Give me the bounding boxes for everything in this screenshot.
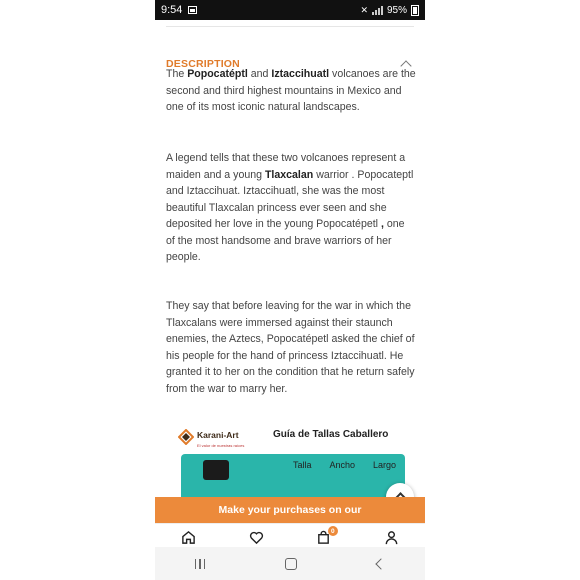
product-description-panel — [155, 20, 425, 535]
description-paragraph-3: They say that before leaving for the war in which the Tlaxcalans were immersed against their staunch enemies, the Aztecs, Popocatépetl asked the chief of his people for the hand of princess Iztaccihuatl. He granted it to her on the condition that he return safely from the war to marry her. — [166, 300, 415, 395]
description-paragraph-1: The Popocatéptl and Iztaccihuatl volcanoes are the second and third highest mountains in Mexico and one of its most iconic natural landscapes. — [166, 68, 416, 113]
heart-icon — [249, 530, 264, 545]
home-icon — [181, 530, 196, 545]
recent-apps-button[interactable] — [195, 559, 206, 569]
home-button[interactable] — [285, 558, 297, 570]
karani-art-logo — [178, 425, 244, 448]
status-time: 9:54 — [161, 4, 183, 16]
karani-logo-icon — [178, 429, 194, 445]
image-notification-icon — [188, 6, 197, 14]
column-header: Largo — [373, 460, 397, 470]
user-icon — [384, 530, 399, 545]
column-header: Ancho — [329, 460, 356, 470]
status-bar — [155, 0, 425, 20]
mute-icon: ✕ — [360, 4, 368, 15]
description-title: DESCRIPTION — [166, 58, 240, 70]
battery-percent: 95% — [386, 4, 407, 16]
description-paragraph-2: A legend tells that these two volcanoes represent a maiden and a young Tlaxcalan warrior . Popocateptl and Iztaccihuat. Iztaccihuatl, she was the most beautiful Tlaxcalan princess ever seen and she deposited her love in the young Popocatépetl , one of the most handsome and brave warriors of her people. — [166, 152, 414, 263]
shirt-image — [203, 460, 229, 480]
phone-screen — [155, 0, 425, 580]
signal-icon — [372, 6, 383, 15]
battery-icon — [411, 5, 419, 16]
promo-banner[interactable]: Make your purchases on our — [155, 497, 425, 523]
size-guide-title: Guía de Tallas Caballero — [273, 429, 389, 440]
brand-tagline: El valor de nuestras raíces — [197, 443, 245, 448]
column-header: Talla — [293, 460, 312, 470]
divider — [166, 26, 414, 27]
system-navigation-bar — [155, 547, 425, 580]
trolley-badge: 0 — [328, 526, 338, 536]
brand-name: Karani-Art — [197, 430, 239, 440]
back-button[interactable] — [375, 558, 386, 569]
